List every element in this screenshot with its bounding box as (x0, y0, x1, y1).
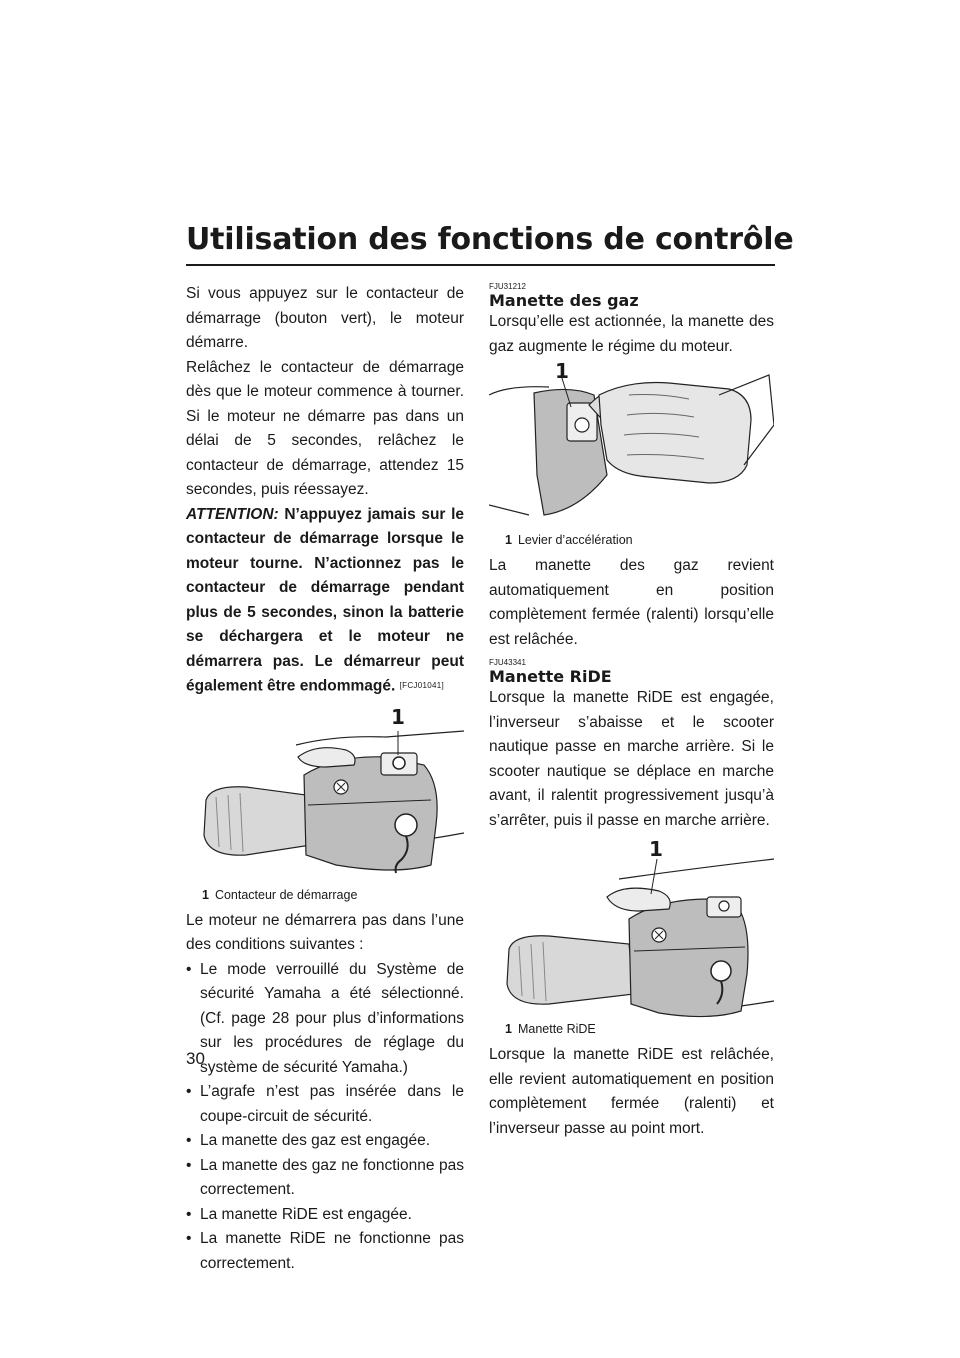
left-column (186, 282, 464, 1276)
caption-text: Levier d’accélération (517, 533, 633, 547)
list-item: • La manette RiDE ne fonctionne pas correctement. (186, 1227, 464, 1276)
attention-notice (186, 503, 464, 699)
figure-starter-switch (186, 705, 464, 885)
figure-callout-number: 1 (649, 837, 663, 861)
figure-caption (505, 532, 774, 548)
paragraph: Relâchez le contacteur de démarrage dès que le moteur commence à tourner. Si le moteur ne démarre pas dans un délai de 5 secondes, relâchez le contacteur de démarrage, attendez 15 secondes, puis réessayez. (186, 358, 464, 498)
figure-caption (505, 1021, 774, 1037)
list-item: • La manette RiDE est engagée. (186, 1203, 464, 1228)
page-title: Utilisation des fonctions de contrôle (186, 222, 794, 257)
section-code: FJU31212 (489, 282, 526, 291)
figure-callout-number: 1 (555, 359, 569, 383)
starter-switch-illustration (186, 705, 464, 885)
figure-caption (202, 887, 464, 903)
caption-text: Contacteur de démarrage (214, 887, 358, 902)
caption-number: 1 (202, 887, 209, 902)
attention-text: N’appuyez jamais sur le contacteur de démarrage lorsque le moteur tourne. N’actionnez pas le contacteur de démarrage pendant plus de 5 secondes, sinon la batterie se déchargera et le moteur ne démarrera pas. Le démarreur peut également être endommagé. (186, 505, 464, 695)
section-code: FJU43341 (489, 658, 526, 667)
figure-throttle-lever (489, 359, 774, 530)
list-item: • L’agrafe n’est pas insérée dans le coupe-circuit de sécurité. (186, 1080, 464, 1129)
caption-number: 1 (505, 533, 512, 547)
attention-code: [FCJ01041] (399, 681, 444, 690)
throttle-lever-illustration (489, 365, 774, 530)
figure-ride-lever (489, 839, 774, 1019)
paragraph: Lorsque la manette RiDE est engagée, l’inverseur s’abaisse et le scooter nautique passe en marche arrière. Si le scooter nautique se déplace en marche avant, il ralentit progressivement jusqu’à s’arrêter, puis il passe en marche arrière. (489, 689, 774, 829)
list-item: • Le mode verrouillé du Système de sécurité Yamaha a été sélectionné. (Cf. page 28 pour plus d’informations sur les procédures de réglage du système de sécurité Yamaha.) (186, 958, 464, 1081)
conditions-list (186, 958, 464, 1277)
caption-text: Manette RiDE (517, 1022, 596, 1036)
attention-label: ATTENTION: (186, 505, 279, 523)
section-heading: Manette des gaz (489, 291, 639, 310)
paragraph: Lorsque la manette RiDE est relâchée, elle revient automatiquement en position complètement fermée (ralenti) et l’inverseur passe au point mort. (489, 1046, 774, 1137)
paragraph: Si vous appuyez sur le contacteur de démarrage (bouton vert), le moteur démarre. (186, 285, 464, 351)
list-item: • La manette des gaz est engagée. (186, 1129, 464, 1154)
title-rule (186, 264, 775, 266)
list-item: • La manette des gaz ne fonctionne pas correctement. (186, 1154, 464, 1203)
ride-lever-illustration (489, 839, 774, 1019)
figure-callout-number: 1 (391, 704, 405, 729)
section-heading: Manette RiDE (489, 667, 612, 686)
paragraph: La manette des gaz revient automatiquement en position complètement fermée (ralenti) lorsqu’elle est relâchée. (489, 557, 774, 648)
paragraph: Lorsqu’elle est actionnée, la manette des gaz augmente le régime du moteur. (489, 313, 774, 355)
right-column (489, 282, 774, 1141)
paragraph: Le moteur ne démarrera pas dans l’une des conditions suivantes : (186, 911, 464, 954)
caption-number: 1 (505, 1022, 512, 1036)
page-number: 30 (186, 1049, 205, 1068)
